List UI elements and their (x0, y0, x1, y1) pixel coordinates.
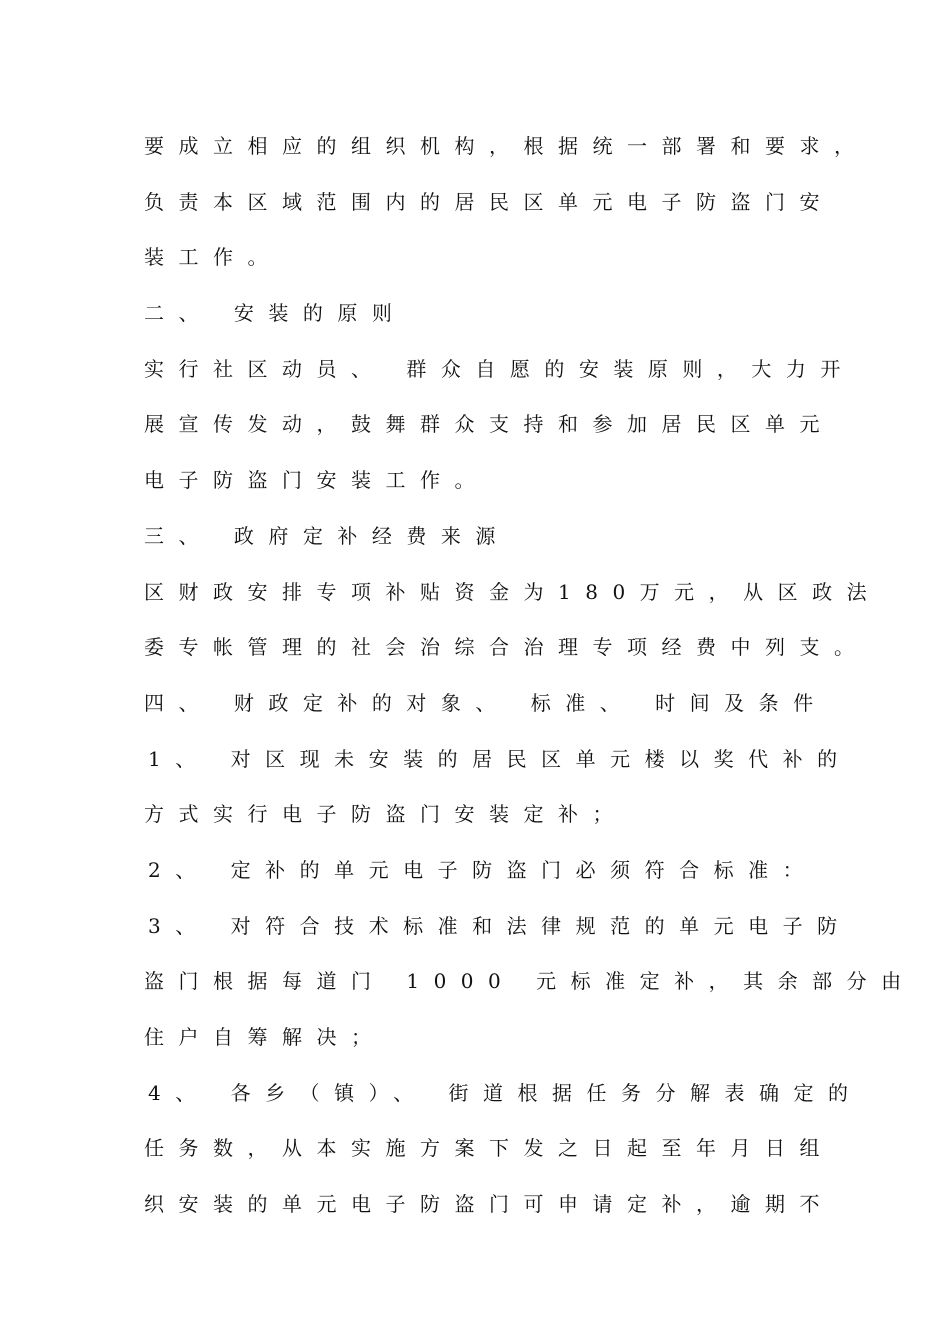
text-line: 装工作。 (144, 245, 282, 270)
section-heading: 四、 财政定补的对象、 标准、 时间及条件 (144, 690, 828, 715)
numbered-item: 1、 对区现未安装的居民区单元楼以奖代补的 (148, 746, 852, 771)
text-line: 展宣传发动，鼓舞群众支持和参加居民区单元 (144, 412, 834, 437)
text-line: 电子防盗门安装工作。 (144, 468, 489, 493)
text-line: 实行社区动员、 群众自愿的安装原则，大力开 (144, 356, 855, 381)
text-line: 盗门根据每道门 1000 元标准定补，其余部分由 (144, 969, 916, 994)
section-heading: 二、 安装的原则 (144, 301, 407, 326)
text-line: 住户自筹解决； (144, 1025, 386, 1049)
text-line: 织安装的单元电子防盗门可申请定补，逾期不 (144, 1192, 834, 1217)
text-line: 方式实行电子防盗门安装定补； (144, 802, 627, 827)
numbered-item: 3、 对符合技术标准和法律规范的单元电子防 (148, 913, 852, 938)
section-heading: 三、 政府定补经费来源 (144, 523, 510, 548)
text-line: 委专帐管理的社会治综合治理专项经费中列支。 (144, 635, 869, 660)
document-body (144, 126, 916, 1240)
numbered-item: 2、 定补的单元电子防盗门必须符合标准： (148, 857, 818, 882)
text-line: 区财政安排专项补贴资金为180万元，从区政法 (144, 579, 882, 604)
text-line: 任务数，从本实施方案下发之日起至年月日组 (144, 1136, 834, 1161)
text-line: 要成立相应的组织机构，根据统一部署和要求， (144, 134, 869, 158)
numbered-item: 4、 各乡（镇）、 街道根据任务分解表确定的 (148, 1080, 863, 1105)
text-line: 负责本区域范围内的居民区单元电子防盗门安 (144, 189, 834, 214)
